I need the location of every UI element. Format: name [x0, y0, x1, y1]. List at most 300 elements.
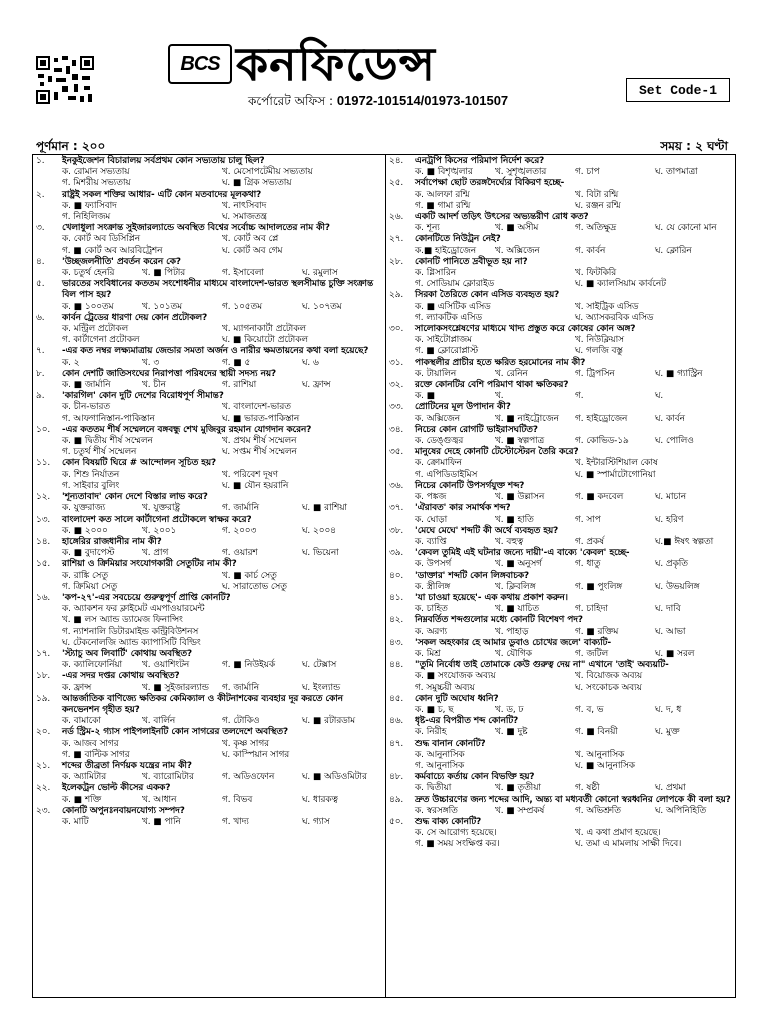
- option: ক. মাটি: [62, 816, 89, 827]
- question-row: [389, 772, 735, 783]
- option-row: [415, 346, 735, 357]
- option: খ. মেসোপটেমীয় সভ্যতায়: [222, 167, 313, 178]
- option: ক. ফ্রান্স: [62, 682, 92, 693]
- option: গ. প্রকর্ষ: [575, 536, 604, 547]
- question-item: [36, 458, 382, 492]
- option-row: [62, 436, 382, 447]
- question-text: 'ডাক্তার' শব্দটি কোন লিঙ্গবাচক?: [415, 570, 530, 581]
- option-list: [36, 234, 382, 256]
- question-item: [36, 515, 382, 537]
- option: ক. মন্ট্রিল প্রটোকল: [62, 324, 129, 335]
- option-list: [36, 795, 382, 806]
- option: গ. কার্টাগেনা প্রটোকল: [62, 335, 140, 346]
- option: ক.■ হাইড্রোজেন: [415, 245, 476, 256]
- option: খ. নাৎসিবাদ: [222, 200, 267, 211]
- question-text: কর্মবাচ্যে কর্তায় কোন বিভক্তি হয়?: [415, 772, 535, 783]
- question-row: [36, 223, 382, 234]
- question-number: ৩৯.: [389, 548, 404, 559]
- question-row: [36, 806, 382, 817]
- option: ক. মিশ্র: [415, 648, 441, 659]
- option: ঘ. টেক্সাস: [302, 660, 337, 671]
- question-item: [389, 739, 735, 773]
- question-text: সালোকসংশ্লেষণের মাধ্যমে খাদ্য প্রস্তুত করে কোষের কোন অঙ্গ?: [415, 324, 636, 335]
- question-item: [36, 727, 382, 761]
- question-item: [36, 537, 382, 559]
- option-row: [415, 649, 735, 660]
- option-row: [415, 268, 735, 279]
- option: গ. ■ পুংলিঙ্গ: [575, 581, 623, 592]
- question-text: 'কপ-২৭'-এর সবচেয়ে গুরুত্বপূর্ণ প্রাপ্তি কোনটি?: [62, 592, 231, 603]
- option-list: [36, 739, 382, 761]
- option-row: [415, 683, 735, 694]
- question-text: ধৃষ্ট-এর বিপরীত শব্দ কোনটি?: [415, 716, 519, 727]
- option: খ. ■ স্বল্পপাত্র: [495, 436, 545, 447]
- question-row: [36, 492, 382, 503]
- option-list: [389, 492, 735, 503]
- question-number: ২৪.: [389, 156, 404, 166]
- option: খ. সাইট্রিক এসিড: [575, 301, 639, 312]
- question-text: কোনটিতে নিউট্রন নেই?: [415, 234, 501, 245]
- option-row: [415, 302, 735, 313]
- option: ঘ. ■ অডিওমিটার: [302, 772, 367, 783]
- option: ঘ. মাচান: [655, 492, 687, 503]
- option-list: [36, 526, 382, 537]
- option-row: [415, 604, 735, 615]
- option: ঘ. যে কোনো মান: [655, 223, 717, 234]
- question-number: ২৭.: [389, 234, 404, 245]
- question-row: [389, 694, 735, 705]
- option: ঘ. উভয়লিঙ্গ: [655, 581, 700, 592]
- option-list: [389, 302, 735, 324]
- question-item: [36, 156, 382, 190]
- option-row: [62, 178, 382, 189]
- option-list: [389, 705, 735, 716]
- question-item: [36, 425, 382, 459]
- option-list: [389, 515, 735, 526]
- question-text: একটি আদর্শ তড়িৎ উৎসের অভ্যন্তরীণ রোধ কত?: [415, 212, 589, 223]
- option-row: [62, 302, 382, 313]
- option-row: [415, 727, 735, 738]
- question-text: শুদ্ধ বানান কোনটি?: [415, 738, 486, 749]
- option: গ. ■ নিউইয়র্ক: [222, 660, 275, 671]
- question-item: [389, 358, 735, 380]
- option-list: [389, 369, 735, 380]
- option: খ. ২০০১: [142, 525, 177, 536]
- question-row: [36, 425, 382, 436]
- option-list: [389, 223, 735, 234]
- option: খ. ■ পিটার: [142, 268, 186, 279]
- question-row: [36, 156, 382, 167]
- question-text: 'উচ্ছজলনীতি' প্রবর্তন করেন কে?: [62, 256, 181, 267]
- option: গ. ইসাবেলা: [222, 268, 264, 279]
- question-text: 'কেবল তুমিই এই ঘটনার জন্যে দায়ী'-এ বাক্যে 'কেবল' হচ্ছে-: [415, 548, 630, 559]
- option: ক. চাহিত: [415, 604, 448, 615]
- question-row: [389, 716, 735, 727]
- question-number: ৪৮.: [389, 772, 404, 783]
- question-number: ৪৪.: [389, 660, 404, 671]
- option-list: [36, 436, 382, 458]
- option-row: [62, 716, 382, 727]
- question-text: এনট্রপি কিসের পরিমাপ নির্দেশ করে?: [415, 156, 545, 166]
- question-row: [36, 727, 382, 738]
- option: গ. ল্যাকটিক এসিড: [415, 312, 482, 323]
- option-list: [389, 671, 735, 693]
- option: খ. প্রথম শীর্ষ সম্মেলন: [222, 436, 297, 447]
- brand-title: কনফিডেন্স: [236, 37, 436, 91]
- question-text: 'সকল অহংকার হে আমার ডুবাও চোখের জলে' বাক্যটি-: [415, 637, 612, 648]
- question-text: ইনকুইজেশন বিচারালয় সর্বপ্রথম কোন সভ্যতায় চালু ছিল?: [62, 156, 265, 166]
- option: খ. ■ নাইট্রোজেন: [495, 413, 559, 424]
- option: খ. যুক্তরাষ্ট্র: [142, 503, 180, 514]
- option-list: [389, 246, 735, 257]
- option-list: [389, 783, 735, 794]
- question-item: [389, 548, 735, 570]
- option: খ. ■ হাতি: [495, 514, 534, 525]
- question-item: [36, 223, 382, 257]
- option-row: [62, 571, 382, 582]
- question-row: [389, 212, 735, 223]
- option-row: [415, 246, 735, 257]
- option: গ. ■ বাল্টিক সাগর: [62, 749, 130, 760]
- question-row: [389, 817, 735, 828]
- option-row: [62, 772, 382, 783]
- question-item: [389, 234, 735, 256]
- question-number: ২.: [36, 189, 45, 200]
- option-list: [36, 548, 382, 559]
- question-text: "তুমি নির্বোধ তাই তোমাকে কেউ গুরুত্ব দেয় না" এখানে 'তাই' অব্যয়টি-: [415, 660, 669, 671]
- question-number: ৫.: [36, 279, 45, 290]
- question-text: নিচের কোন রোগটি ভাইরাসঘটিত?: [415, 424, 538, 435]
- option: খ. ■ পানি: [142, 816, 181, 827]
- option: গ. অভিশ্রুতি: [575, 805, 621, 816]
- option-list: [389, 828, 735, 850]
- question-text: 'যা চাওয়া হয়েছে'- এক কথায় প্রকাশ করুন।: [415, 592, 568, 603]
- option: ক. ■ দ্বিতীয় শীর্ষ সম্মেলন: [62, 436, 153, 447]
- option-list: [36, 324, 382, 346]
- office-phone: 01972-101514/01973-101507: [336, 93, 509, 108]
- option: ক. ■: [415, 391, 436, 402]
- option: গ. ■ গামা রশ্মি: [415, 200, 471, 211]
- question-number: ৪২.: [389, 615, 404, 626]
- option: ঘ. সারাতোভ সেতু: [222, 581, 287, 592]
- question-number: ১৭.: [36, 648, 51, 659]
- question-text: 'কারগিল' কোন দুটি দেশের বিরোধপূর্ণ সীমান্ত?: [62, 391, 224, 402]
- option: গ. নিহিলিজম: [62, 212, 111, 223]
- question-text: শুদ্ধ বাক্য কোনটি?: [415, 816, 482, 827]
- option: ঘ. দাবি: [655, 604, 681, 615]
- option-list: [389, 806, 735, 817]
- question-item: [389, 447, 735, 481]
- option-list: [389, 167, 735, 178]
- question-text: রাষ্ট্রই সকল শক্তির আধার- এটি কোন মতবাদের মূলকথা?: [62, 189, 262, 200]
- question-row: [389, 593, 735, 604]
- question-item: [36, 559, 382, 593]
- option: গ. জার্মানি: [222, 682, 259, 693]
- option: গ. ■ কদবেল: [575, 492, 624, 503]
- option: ঘ. সপ্তম শীর্ষ সম্মেলন: [222, 447, 297, 458]
- option-row: [415, 492, 735, 503]
- question-text: কার্বন ট্রেডের ধারণা দেয় কোন প্রটোকল?: [62, 312, 208, 323]
- question-item: [389, 402, 735, 424]
- option-list: [389, 458, 735, 480]
- question-text: প্রোটিনের মূল উপাদান কী?: [415, 402, 511, 413]
- option: গ. জটিল: [575, 648, 609, 659]
- question-number: ২৮.: [389, 256, 404, 267]
- option: ক. যুক্তরাজ্য: [62, 503, 106, 514]
- option: গ. ১০৫তম: [222, 301, 262, 312]
- option: ক. ■ ১০০তম: [62, 301, 114, 312]
- question-number: ৪৬.: [389, 716, 404, 727]
- option: ক. আলফা রশ্মি: [415, 189, 470, 200]
- question-row: [36, 369, 382, 380]
- option: ঘ. হরিণ: [655, 514, 684, 525]
- option-list: [36, 470, 382, 492]
- question-text: -এর কততম শীর্ষ সম্মেলনে বঙ্গবন্ধু শেখ মুজিবুর রহমান যোগদান করেন?: [62, 424, 312, 435]
- question-item: [389, 481, 735, 503]
- question-item: [389, 380, 735, 402]
- option: ঘ. ■ রাশিয়া: [302, 503, 347, 514]
- option-list: [36, 358, 382, 369]
- question-item: [36, 761, 382, 783]
- option: ক. পঙ্কজ: [415, 492, 447, 503]
- question-text: হাঙ্গেরির রাজধানীর নাম কী?: [62, 536, 162, 547]
- option: ঘ. ■ ক্যালসিয়াম কার্বনেট: [575, 279, 666, 290]
- option: ঘ. তাপমাত্রা: [655, 167, 698, 178]
- option: গ. আনুনাসিক: [415, 760, 465, 771]
- option: গ. ব, ভ: [575, 704, 604, 715]
- option: ঘ. ■ যৌন হয়রানি: [222, 480, 289, 491]
- question-number: ১.: [36, 156, 45, 166]
- option-list: [389, 414, 735, 425]
- question-number: ১৮.: [36, 671, 51, 682]
- option: খ. পাহাড়: [495, 626, 529, 637]
- option: খ. ■ কার্চ সেতু: [222, 570, 277, 581]
- option: গ. আফগানিস্তান-পাকিস্তান: [62, 413, 155, 424]
- option: ঘ. ফ্রান্স: [302, 380, 331, 391]
- question-row: [36, 761, 382, 772]
- question-item: [389, 795, 735, 817]
- question-text: সিরকা তৈরিতে কোন এসিড ব্যবহৃত হয়?: [415, 290, 560, 301]
- option: ক. ■ ২০০০: [62, 525, 108, 536]
- question-number: ১৬.: [36, 592, 51, 603]
- question-row: [36, 783, 382, 794]
- question-item: [36, 313, 382, 347]
- option: ঘ. অ্যাসকরবিক এসিড: [575, 312, 654, 323]
- option: খ. ■ উল্লাসন: [495, 492, 545, 503]
- option: গ. ষষ্ঠী: [575, 783, 600, 794]
- option-row: [62, 447, 382, 458]
- option: খ. রেনিন: [495, 368, 528, 379]
- question-item: [389, 526, 735, 548]
- option: ক. সে আরোগ্য হয়েছে।: [415, 828, 497, 839]
- option-row: [62, 470, 382, 481]
- question-item: [389, 817, 735, 851]
- question-row: [389, 324, 735, 335]
- option: ঘ. প্রকৃতি: [655, 559, 688, 570]
- option-list: [36, 268, 382, 279]
- option-list: [389, 627, 735, 638]
- option-list: [36, 660, 382, 671]
- full-marks: পূর্ণমান : ২০০: [36, 139, 106, 153]
- question-item: [36, 257, 382, 279]
- question-text: -এর সদর দপ্তর কোথায় অবস্থিত?: [62, 671, 180, 682]
- question-number: ৩৬.: [389, 480, 404, 491]
- option: খ. চীন: [142, 380, 166, 391]
- option-list: [389, 391, 735, 402]
- option: গ. অডিওফোন: [222, 772, 275, 783]
- option: ক. আজব সাগর: [62, 738, 119, 749]
- option: ঘ. প্রথমা: [655, 783, 686, 794]
- option: খ. ■ সম্প্রকর্ষ: [495, 805, 545, 816]
- question-item: [36, 369, 382, 391]
- option-row: [62, 660, 382, 671]
- option: ক. ঘোড়া: [415, 514, 448, 525]
- question-text: নর্ড স্ট্রিম-২ গ্যাস পাইপলাইনটি কোন সাগরের তলদেশে অবস্থিত?: [62, 727, 289, 738]
- option: খ. ম্যাগনাকার্টা প্রটোকল: [222, 324, 306, 335]
- option-row: [62, 358, 382, 369]
- option: ক. স্ত্রীলিঙ্গ: [415, 581, 451, 592]
- column-divider: [385, 154, 386, 998]
- question-number: ২৩.: [36, 805, 51, 816]
- question-row: [389, 571, 735, 582]
- question-text: নিচের কোনটি উপসর্গযুক্ত শব্দ?: [415, 480, 525, 491]
- question-item: [389, 290, 735, 324]
- option: খ.: [495, 391, 504, 402]
- question-number: ৩৩.: [389, 402, 404, 413]
- option: খ. ■ অনুসর্গ: [495, 559, 542, 570]
- option: গ. ■ রক্তিম: [575, 626, 619, 637]
- question-row: [36, 559, 382, 570]
- option-row: [62, 548, 382, 559]
- option-list: [36, 201, 382, 223]
- question-item: [389, 178, 735, 212]
- option-row: [415, 806, 735, 817]
- option-list: [36, 503, 382, 514]
- option: ঘ. অপিনিহিতি: [655, 805, 707, 816]
- option: খ. ■ দুষ্ট: [495, 727, 528, 738]
- question-row: [389, 526, 735, 537]
- option: গ. ■ কোর্ট অব আরবিট্রেশন: [62, 245, 163, 256]
- option: ক. দ্বিতীয়া: [415, 783, 452, 794]
- question-text: কোনটি পানিতে দ্রবীভূত হয় না?: [415, 256, 528, 267]
- question-item: [389, 593, 735, 615]
- option: গ. ■ সময় সংক্ষিপ্ত কর।: [415, 839, 500, 850]
- question-text: 'শূন্যতাবাদ' কোন দেশে বিস্তার লাভ করে?: [62, 492, 208, 503]
- question-row: [36, 649, 382, 660]
- question-number: ১৯.: [36, 693, 51, 704]
- option: ঘ. ৬: [302, 357, 319, 368]
- question-number: ৩৮.: [389, 525, 404, 536]
- option-row: [62, 414, 382, 425]
- option: ক. অ্যাকশন ফর ক্লাইমেট এমপাওয়ারমেন্ট: [62, 604, 205, 615]
- option-list: [389, 537, 735, 548]
- option: ক. ■ বুদাপেস্ট: [62, 548, 115, 559]
- option-list: [36, 380, 382, 391]
- question-number: ৩৭.: [389, 503, 404, 514]
- question-row: [389, 178, 735, 189]
- option-row: [415, 414, 735, 425]
- set-code-badge: Set Code-1: [626, 78, 730, 102]
- option: ক. কোর্ট অব ডিসিপ্লিন: [62, 234, 141, 245]
- question-row: [36, 537, 382, 548]
- option: খ. ■ সুইজারল্যান্ড: [142, 682, 209, 693]
- option: গ.: [575, 391, 584, 402]
- option: খ. ওয়াশিংটন: [142, 660, 190, 671]
- option: ক. ■ সংযোজক অব্যয়: [415, 671, 496, 682]
- option-list: [389, 335, 735, 357]
- option: ঘ. গ্যাস: [302, 816, 330, 827]
- option: খ. ১০১তম: [142, 301, 182, 312]
- question-row: [389, 380, 735, 391]
- option: খ. বিয়োজক অব্যয়: [575, 671, 643, 682]
- question-number: ৩৫.: [389, 447, 404, 458]
- option: খ. ■ অসীম: [495, 223, 539, 234]
- option: ক. রোমান সভ্যতায়: [62, 167, 130, 178]
- option: ক. ■ জার্মানি: [62, 380, 111, 391]
- question-number: ৬.: [36, 312, 45, 323]
- option-row: [62, 335, 382, 346]
- question-text: -এর কত নম্বর লক্ষ্যমাত্রায় জেন্ডার সমতা অর্জন ও নারীর ক্ষমতায়নের কথা বলা হয়েছে?: [62, 346, 369, 357]
- option-row: [415, 828, 735, 839]
- option: ক. উপসর্গ: [415, 559, 452, 570]
- question-row: [36, 593, 382, 604]
- option: ক. গ্লিসারিন: [415, 268, 456, 279]
- option-row: [62, 503, 382, 514]
- option: গ. সাপ: [575, 514, 601, 525]
- question-number: ২২.: [36, 783, 51, 794]
- option-row: [62, 750, 382, 761]
- option: গ. ■ ৫: [222, 357, 251, 368]
- option: গ. ওয়ারশ: [222, 548, 258, 559]
- option: খ. নিউক্লিয়াস: [575, 335, 624, 346]
- option: খ. বাংলাদেশ-ভারত: [222, 402, 291, 413]
- option: খ. ক্লিবলিঙ্গ: [495, 581, 536, 592]
- question-item: [389, 694, 735, 716]
- option-row: [415, 458, 735, 469]
- option: ক. চতুর্থ হেনরি: [62, 268, 115, 279]
- option: ঘ. ২০০৪: [302, 525, 336, 536]
- question-number: ৩.: [36, 223, 45, 234]
- option: গ. সোডিয়াম ক্লোরাইড: [415, 279, 495, 290]
- question-text: দ্রুত উচ্চারণের জন্য শব্দের আদি, অন্ত্য বা মধ্যবর্তী কোনো স্বরধ্বনির লোপকে কী বলা হয়?: [415, 794, 731, 805]
- question-row: [36, 257, 382, 268]
- option: গ. অতিক্ষুদ্র: [575, 223, 617, 234]
- question-item: [36, 694, 382, 728]
- question-text: সর্বাপেক্ষা ছোট তরঙ্গদৈর্ঘ্যের বিকিরণ হচ্ছে-: [415, 178, 565, 189]
- option: গ. ট্রিপসিন: [575, 368, 615, 379]
- option: ঘ. কাস্পিয়ান সাগর: [222, 749, 290, 760]
- option-row: [62, 324, 382, 335]
- question-item: [36, 783, 382, 805]
- question-number: ৫০.: [389, 816, 404, 827]
- question-number: ৪১.: [389, 592, 404, 603]
- option-list: [36, 604, 382, 649]
- question-row: [36, 391, 382, 402]
- question-number: ২৯.: [389, 290, 404, 301]
- office-label: কর্পোরেট অফিস :: [248, 94, 333, 108]
- option-row: [415, 671, 735, 682]
- option: ঘ. ■ গ্রিক সভ্যতায়: [222, 178, 292, 189]
- question-number: ৪৯.: [389, 794, 404, 805]
- option-list: [389, 436, 735, 447]
- option: ক. ২: [62, 357, 80, 368]
- question-text: ভারতের সংবিধানের কততম সংশোধনীর মাধ্যমে বাংলাদেশ-ভারত স্থলসীমান্ত চুক্তি সংক্রান্ত বিল পাস হয়?: [62, 279, 374, 301]
- option-row: [415, 436, 735, 447]
- option-row: [415, 369, 735, 380]
- question-row: [389, 402, 735, 413]
- right-question-column: [389, 156, 735, 851]
- question-number: ১৫.: [36, 559, 51, 570]
